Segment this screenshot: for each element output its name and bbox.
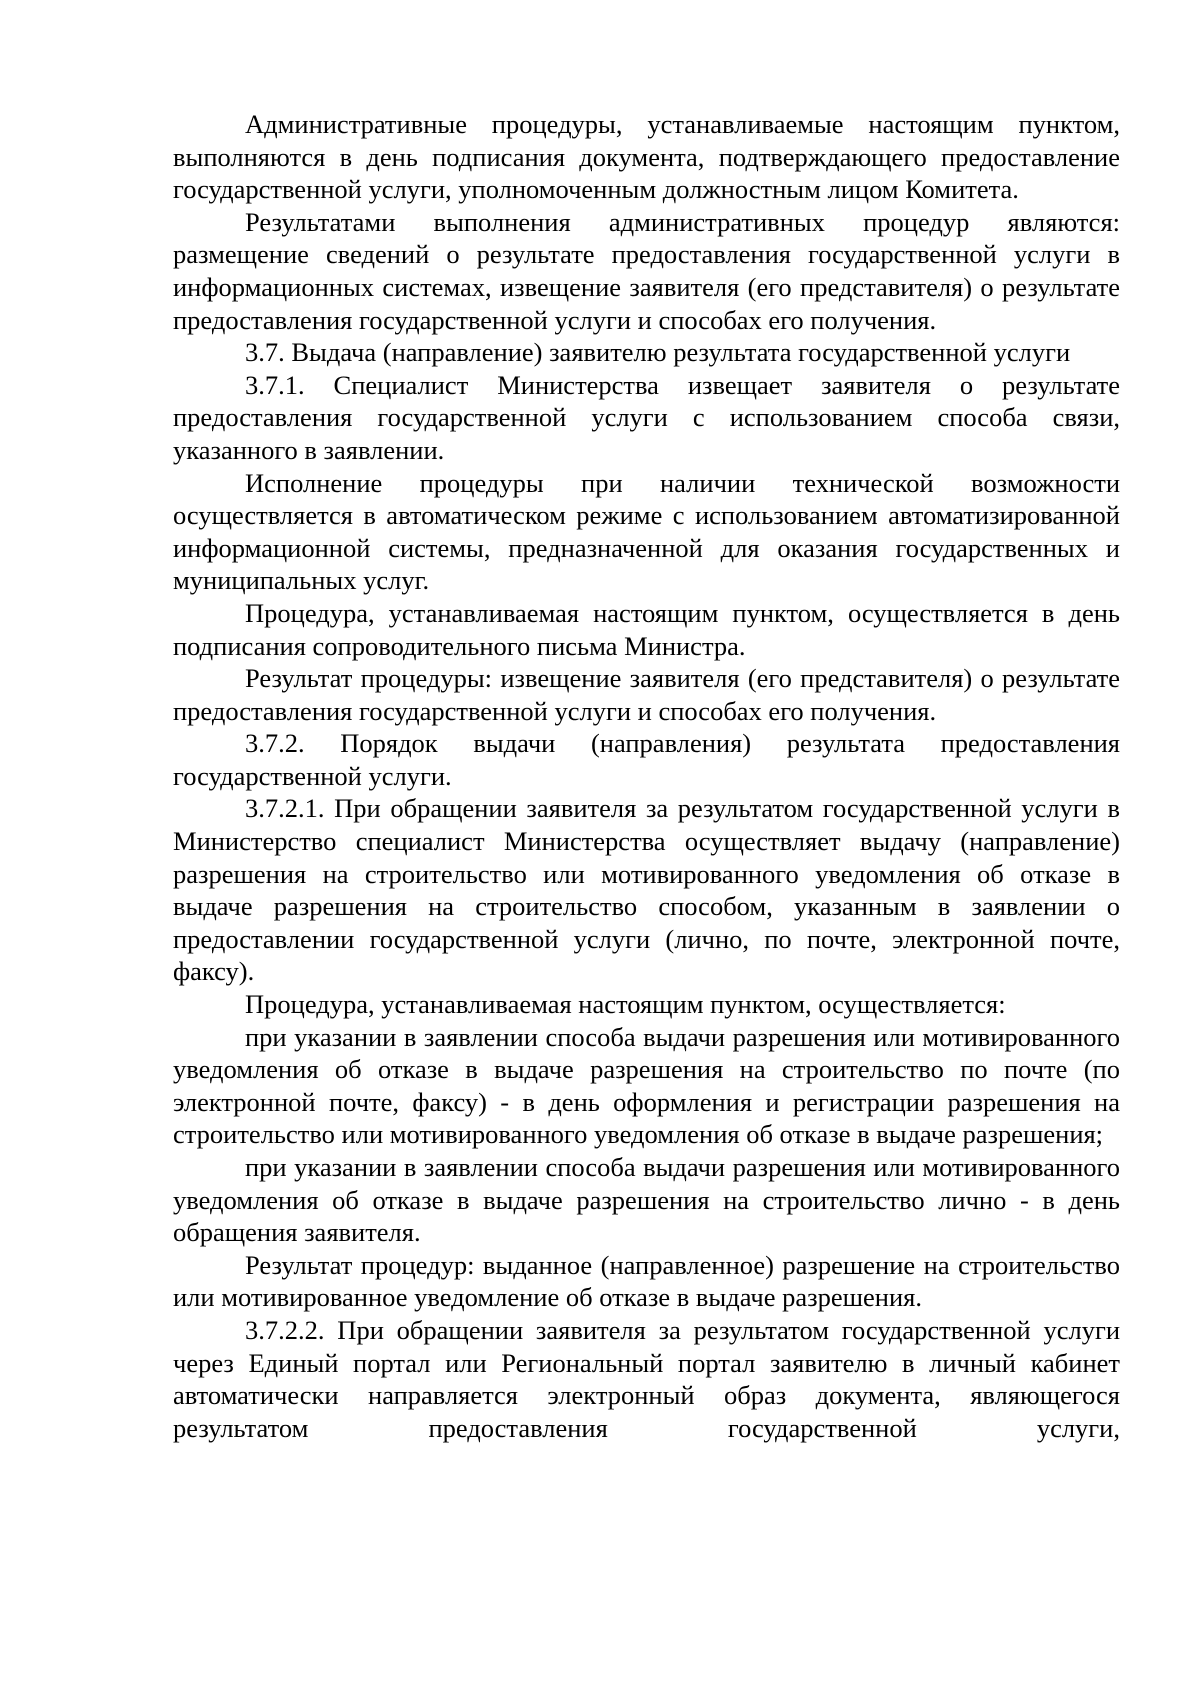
- paragraph-procedure-result: Результат процедуры: извещение заявителя (его представителя) о результате предоставления государственной услуги и способах его получения.: [173, 663, 1120, 726]
- paragraph-3-7-2-1: 3.7.2.1. При обращении заявителя за результатом государственной услуги в Министерство специалист Министерства осуществляет выдачу (направление) разрешения на строительство или мотивированного уведомления об отказе в выдаче разрешения на строительство способом, указанным в заявлении о предоставлении государственной услуги (лично, по почте, электронной почте, факсу).: [173, 793, 1120, 987]
- paragraph-procedure-performed: Процедура, устанавливаемая настоящим пунктом, осуществляется:: [245, 989, 1006, 1020]
- paragraph-procedure-timing: Процедура, устанавливаемая настоящим пунктом, осуществляется в день подписания сопроводительного письма Министра.: [173, 597, 1120, 661]
- paragraph-3-7-2-2: 3.7.2.2. При обращении заявителя за результатом государственной услуги через Единый портал или Региональный портал заявителю в личный кабинет автоматически направляется электронный образ документа, являющегося результатом предоставления государственной услуги,: [173, 1314, 1120, 1443]
- paragraph-procedures-execution: Административные процедуры, устанавливаемые настоящим пунктом, выполняются в день подписания документа, подтверждающего предоставление государственной услуги, уполномоченным должностным лицом Комитета.: [173, 109, 1120, 205]
- document-page: [173, 108, 1120, 1444]
- paragraph-in-person: при указании в заявлении способа выдачи разрешения или мотивированного уведомления об отказе в выдаче разрешения на строительство лично - в день обращения заявителя.: [173, 1152, 1120, 1248]
- paragraph-3-7-1: 3.7.1. Специалист Министерства извещает заявителя о результате предоставления государственной услуги с использованием способа связи, указанного в заявлении.: [173, 369, 1120, 465]
- section-heading-3-7: 3.7. Выдача (направление) заявителю результата государственной услуги: [245, 337, 1071, 368]
- paragraph-by-mail: при указании в заявлении способа выдачи разрешения или мотивированного уведомления об отказе в выдаче разрешения на строительство по почте (по электронной почте, факсу) - в день оформления и регистрации разрешения на строительство или мотивированного уведомления об отказе в выдаче разрешения;: [173, 1021, 1120, 1150]
- paragraph-automatic-mode: Исполнение процедуры при наличии технической возможности осуществляется в автоматическом режиме с использованием автоматизированной информационной системы, предназначенной для оказания государственных и муниципальных услуг.: [173, 467, 1120, 596]
- paragraph-procedures-outcome: Результат процедур: выданное (направленное) разрешение на строительство или мотивированное уведомление об отказе в выдаче разрешения.: [173, 1249, 1120, 1313]
- paragraph-procedures-results: Результатами выполнения административных процедур являются: размещение сведений о результате предоставления государственной услуги в информационных системах, извещение заявителя (его представителя) о результате предоставления государственной услуги и способах его получения.: [173, 206, 1120, 335]
- paragraph-3-7-2: 3.7.2. Порядок выдачи (направления) результата предоставления государственной услуги.: [173, 728, 1120, 791]
